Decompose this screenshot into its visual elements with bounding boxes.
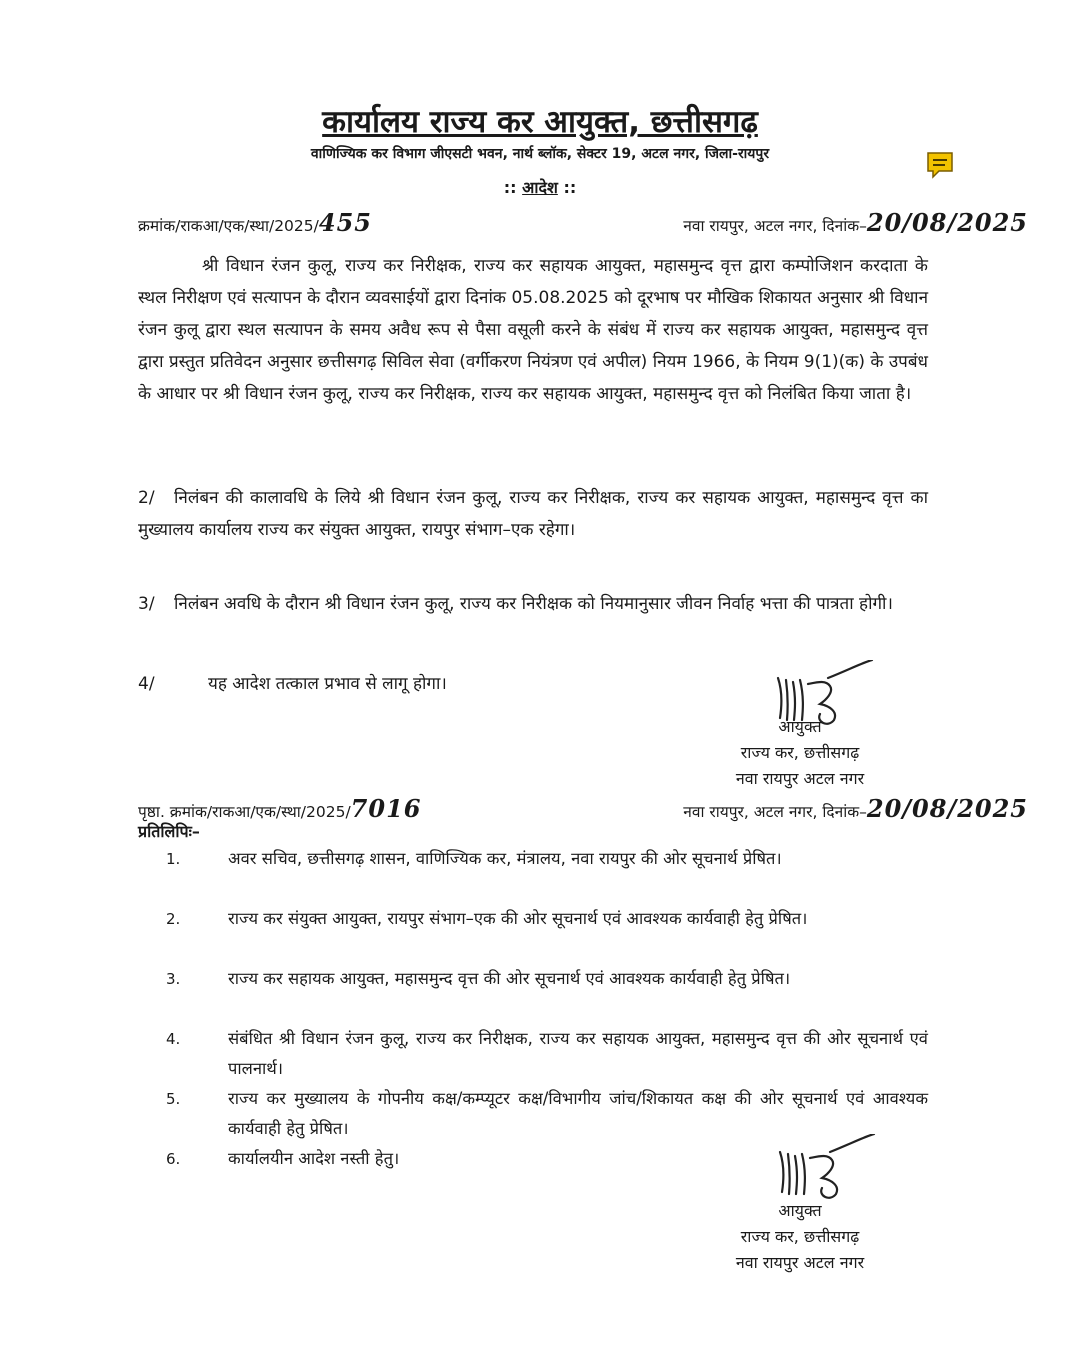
paragraph-1: श्री विधान रंजन कुलू, राज्य कर निरीक्षक, राज्य कर सहायक आयुक्त, महासमुन्द वृत्त द्वारा कम्पोजिशन करदाता के स्थल निरीक्षण एवं सत्यापन के दौरान व्यवसाईयों द्वारा दिनांक 05.08.2025 को दूरभाष पर मौखिक शिकायत अनुसार श्री विधान रंजन कुलू द्वारा स्थल सत्यापन के समय अवैध रूप से पैसा वसूली करने के संबंध में राज्य कर सहायक आयुक्त, महासमुन्द वृत्त द्वारा प्रस्तुत प्रतिवेदन अनुसार छत्तीसगढ़ सिविल सेवा (वर्गीकरण नियंत्रण एवं अपील) नियम 1966, के नियम 9(1)(क) के उपबंध के आधार पर श्री विधान रंजन कुलू, राज्य कर निरीक्षक, राज्य कर सहायक आयुक्त, महासमुन्द वृत्त को निलंबित किया जाता है। — [138, 256, 928, 404]
paragraph-3-number: 3/ — [138, 594, 155, 614]
copy-item-text: अवर सचिव, छत्तीसगढ़ शासन, वाणिज्यिक कर, मंत्रालय, नवा रायपुर की ओर सूचनार्थ प्रेषित। — [228, 849, 782, 868]
copy-item-text: संबंधित श्री विधान रंजन कुलू, राज्य कर निरीक्षक, राज्य कर सहायक आयुक्त, महासमुन्द वृत्त की ओर सूचनार्थ एवं पालनार्थ। — [228, 1029, 928, 1078]
copy-item — [138, 964, 928, 994]
order-number-handwritten: 455 — [318, 208, 372, 237]
order-heading-post: :: — [563, 178, 577, 197]
paragraph-2 — [138, 482, 928, 546]
order-heading — [0, 176, 1080, 198]
signature-block-1 — [680, 714, 920, 792]
commissioner-signature-2 — [770, 1134, 880, 1204]
endorsement-number-handwritten: 7016 — [350, 794, 422, 823]
order-date-handwritten: 20/08/2025 — [866, 208, 1028, 237]
signature-2-designation: आयुक्त — [778, 1201, 822, 1220]
paragraph-2-number: 2/ — [138, 488, 155, 508]
endorsement-date — [683, 794, 1028, 823]
signature-2-line2: नवा रायपुर अटल नगर — [735, 1253, 865, 1272]
copy-item-number: 2. — [166, 910, 181, 928]
copy-item-number: 4. — [166, 1030, 181, 1048]
endorsement-date-prefix: नवा रायपुर, अटल नगर, दिनांक– — [683, 803, 867, 821]
paragraph-4-number: 4/ — [138, 674, 155, 694]
copy-item-text: राज्य कर मुख्यालय के गोपनीय कक्ष/कम्प्यूटर कक्ष/विभागीय जांच/शिकायत कक्ष की ओर सूचनार्थ एवं आवश्यक कार्यवाही हेतु प्रेषित। — [228, 1089, 928, 1138]
copy-item — [138, 904, 928, 934]
endorsement-number-prefix: पृष्ठा. क्रमांक/राकआ/एक/स्था/2025/ — [138, 803, 351, 821]
copy-item-number: 5. — [166, 1090, 181, 1108]
copy-item-number: 6. — [166, 1150, 181, 1168]
order-number — [138, 208, 372, 237]
order-date — [683, 208, 1028, 237]
endorsement-number — [138, 794, 421, 823]
order-number-prefix: क्रमांक/राकआ/एक/स्था/2025/ — [138, 217, 319, 235]
signature-block-2 — [680, 1198, 920, 1276]
endorsement-date-handwritten: 20/08/2025 — [866, 794, 1028, 823]
copy-item — [138, 844, 928, 874]
office-title: कार्यालय राज्य कर आयुक्त, छत्तीसगढ़ — [322, 104, 758, 140]
paragraph-3-text: निलंबन अवधि के दौरान श्री विधान रंजन कुलू, राज्य कर निरीक्षक को नियमानुसार जीवन निर्वाह भत्ता की पात्रता होगी। — [174, 594, 893, 614]
paragraph-3 — [138, 588, 928, 620]
paragraph-4-text: यह आदेश तत्काल प्रभाव से लागू होगा। — [208, 674, 447, 694]
signature-1-designation: आयुक्त — [778, 717, 822, 736]
copy-item-number: 3. — [166, 970, 181, 988]
order-heading-pre: :: — [503, 178, 517, 197]
copy-item-text: कार्यालयीन आदेश नस्ती हेतु। — [228, 1149, 400, 1168]
signature-1-line2: नवा रायपुर अटल नगर — [735, 769, 865, 788]
copies-title: प्रतिलिपिः– — [138, 822, 200, 841]
paragraph-2-text: निलंबन की कालावधि के लिये श्री विधान रंजन कुलू, राज्य कर निरीक्षक, राज्य कर सहायक आयुक्त, महासमुन्द वृत्त का मुख्यालय कार्यालय राज्य कर संयुक्त आयुक्त, रायपुर संभाग–एक रहेगा। — [138, 488, 928, 540]
copy-item-text: राज्य कर संयुक्त आयुक्त, रायपुर संभाग–एक की ओर सूचनार्थ एवं आवश्यक कार्यवाही हेतु प्रेषित। — [228, 909, 808, 928]
order-heading-label: आदेश — [522, 178, 558, 197]
signature-2-line1: राज्य कर, छत्तीसगढ़ — [740, 1227, 860, 1246]
copy-item — [138, 1024, 928, 1084]
order-date-prefix: नवा रायपुर, अटल नगर, दिनांक– — [683, 217, 867, 235]
copy-item-number: 1. — [166, 850, 181, 868]
signature-1-line1: राज्य कर, छत्तीसगढ़ — [740, 743, 860, 762]
copy-item-text: राज्य कर सहायक आयुक्त, महासमुन्द वृत्त की ओर सूचनार्थ एवं आवश्यक कार्यवाही हेतु प्रेषित। — [228, 969, 791, 988]
office-address: वाणिज्यिक कर विभाग जीएसटी भवन, नार्थ ब्लॉक, सेक्टर 19, अटल नगर, जिला-रायपुर — [310, 146, 770, 162]
